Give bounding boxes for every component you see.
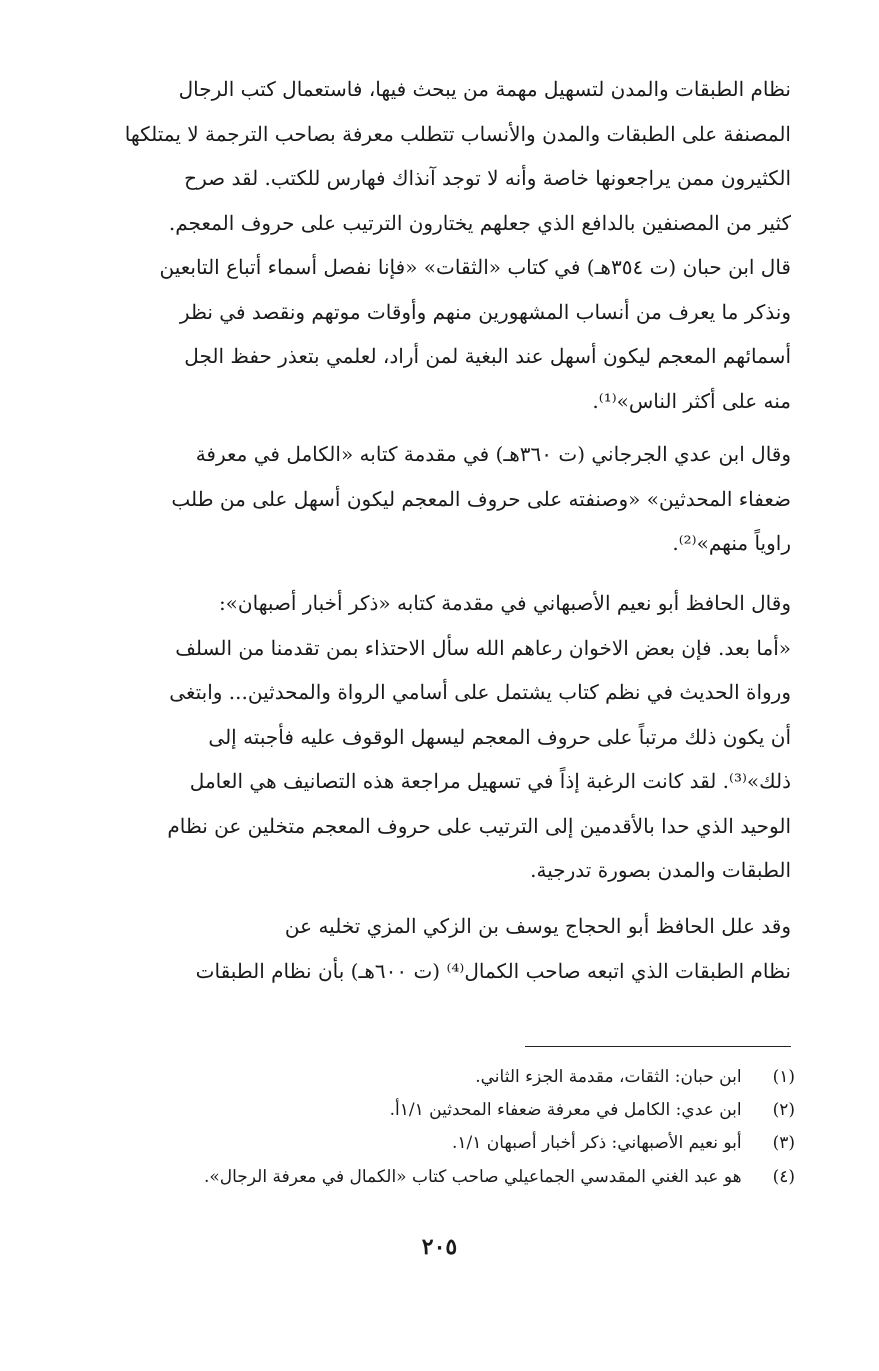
footnote-number: (١) — [772, 1067, 795, 1087]
text-line: أسمائهم المعجم ليكون أسهل عند البغية لمن أراد، لعلمي بتعذر حفظ الجل — [184, 344, 791, 368]
text-line: كثير من المصنفين بالدافع الذي جعلهم يختارون الترتيب على حروف المعجم. — [168, 210, 791, 235]
footnote-1 — [75, 1062, 795, 1092]
text-line: راوياً منهم»⁽²⁾. — [672, 531, 791, 555]
text-line: نظام الطبقات الذي اتبعه صاحب الكمال⁽⁴⁾ (ت ٦٠٠هـ) بأن نظام الطبقات — [195, 958, 791, 983]
footnote-number: (٣) — [772, 1133, 795, 1153]
text-line: ذلك»⁽³⁾. لقد كانت الرغبة إذاً في تسهيل مراجعة هذه التصانيف هي العامل — [189, 769, 791, 793]
text-line: ونذكر ما يعرف من أنساب المشهورين منهم وأوقات موتهم ونقصد في نظر — [179, 299, 791, 324]
text-line: المصنفة على الطبقات والمدن والأنساب تتطلب معرفة بصاحب الترجمة لا يمتلكها — [124, 121, 791, 146]
text-line: وقد علل الحافظ أبو الحجاج يوسف بن الزكي المزي تخليه عن — [284, 914, 791, 938]
footnote-text: هو عبد الغني المقدسي الجماعيلي صاحب كتاب «الكمال في معرفة الرجال». — [203, 1167, 742, 1187]
paragraph-1 — [68, 67, 791, 423]
text-line: منه على أكثر الناس»⁽¹⁾. — [592, 388, 791, 413]
footnote-text: ابن عدي: الكامل في معرفة ضعفاء المحدثين ١/١أ. — [389, 1100, 742, 1120]
text-line: ورواة الحديث في نظم كتاب يشتمل على أسامي الرواة والمحدثين... وابتغى — [169, 680, 791, 704]
text-line: «أما بعد. فإن بعض الاخوان رعاهم الله سأل الاحتذاء بمن تقدمنا من السلف — [175, 635, 791, 660]
footnote-number: (٤) — [772, 1167, 795, 1187]
paragraph-3 — [68, 581, 791, 893]
text-line: وقال الحافظ أبو نعيم الأصبهاني في مقدمة كتابه «ذكر أخبار أصبهان»: — [218, 591, 791, 615]
footnote-text: أبو نعيم الأصبهاني: ذكر أخبار أصبهان ١/١. — [451, 1133, 742, 1153]
text-line: الكثيرون ممن يراجعونها خاصة وأنه لا توجد آنذاك فهارس للكتب. لقد صرح — [184, 166, 791, 190]
text-line: الطبقات والمدن بصورة تدرجية. — [530, 858, 791, 882]
text-line: قال ابن حبان (ت ٣٥٤هـ) في كتاب «الثقات» «فإنا نفصل أسماء أتباع التابعين — [159, 255, 791, 279]
page-number: ٢٠٥ — [421, 1234, 458, 1260]
text-line: نظام الطبقات والمدن لتسهيل مهمة من يبحث فيها، فاستعمال كتب الرجال — [178, 77, 791, 101]
footnote-number: (٢) — [772, 1100, 795, 1120]
text-line: وقال ابن عدي الجرجاني (ت ٣٦٠هـ) في مقدمة كتابه «الكامل في معرفة — [195, 442, 791, 466]
text-line: الوحيد الذي حدا بالأقدمين إلى الترتيب على حروف المعجم متخلين عن نظام — [167, 813, 791, 838]
paragraph-4 — [68, 904, 791, 993]
text-line: أن يكون ذلك مرتباً على حروف المعجم ليسهل الوقوف عليه فأجبته إلى — [208, 724, 791, 749]
footnote-4 — [75, 1162, 795, 1192]
footnote-3 — [75, 1128, 795, 1158]
text-line: ضعفاء المحدثين» «وصنفته على حروف المعجم ليكون أسهل على من طلب — [171, 486, 791, 511]
footnote-divider — [525, 1046, 791, 1047]
footnote-text: ابن حبان: الثقات، مقدمة الجزء الثاني. — [475, 1067, 742, 1087]
footnote-2 — [75, 1095, 795, 1125]
paragraph-2 — [68, 432, 791, 566]
